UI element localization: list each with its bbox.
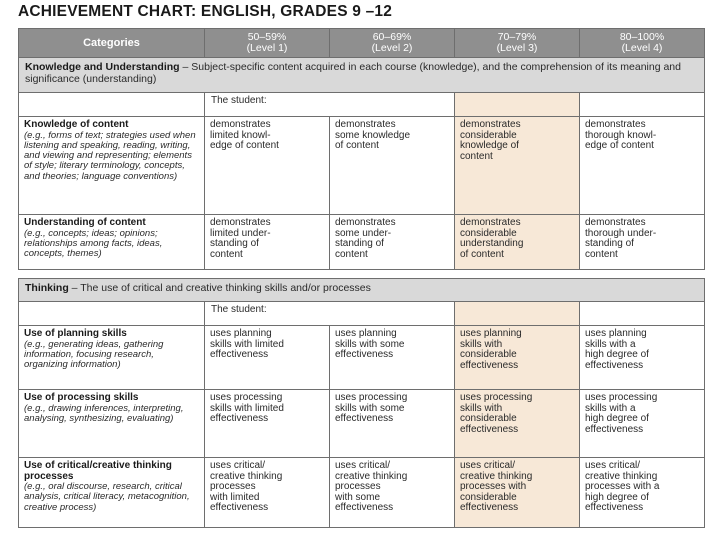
table-row [19,458,705,528]
level-4-cell [580,390,705,458]
level-1-descriptor: uses processing skills with limited effectiveness [210,392,284,425]
criterion-cell [19,390,205,458]
level-2-descriptor: demonstrates some knowledge of content [335,119,411,152]
level-2-range: 60–69% [372,31,412,43]
table-row [19,215,705,270]
level-3-cell [455,326,580,390]
level-2-descriptor: demonstrates some under- standing of content [335,217,396,260]
section-gap [19,270,705,279]
achievement-table [18,28,705,528]
criterion-examples: (e.g., concepts; ideas; opinions; relationships among facts, ideas, concepts, themes) [24,227,163,260]
student-label: The student: [205,302,455,326]
level-4-cell [580,326,705,390]
level-2-header [330,29,455,58]
level-3-descriptor: demonstrates considerable understanding of content [460,217,524,260]
level-3-descriptor: demonstrates considerable knowledge of content [460,119,521,162]
criterion-cell [19,458,205,528]
criterion-cell [19,117,205,215]
criterion-examples: (e.g., forms of text; strategies used when listening and speaking, reading, writing, and viewing and representing; elements of style; literary terminology, concepts, and theories; language conventions) [24,129,196,182]
criterion-cell [19,215,205,270]
criterion-examples: (e.g., oral discourse, research, critical analysis, critical literacy, metacognition, creative process) [24,481,190,513]
student-label: The student: [205,93,455,117]
level-3-descriptor: uses critical/ creative thinking processes with considerable effectiveness [460,460,533,514]
section-title: Knowledge and Understanding [25,61,180,73]
section-header-cell [19,58,705,93]
level-1-header [205,29,330,58]
level-4-descriptor: demonstrates thorough knowl- edge of content [585,119,657,152]
level-3-cell [455,390,580,458]
level-4-cell [580,117,705,215]
level-3-header [455,29,580,58]
criterion-name: Knowledge of content [24,119,129,130]
level-1-label: (Level 1) [246,42,288,54]
categories-header: Categories [19,29,205,58]
level-1-cell [205,390,330,458]
level-3-descriptor: uses planning skills with considerable effectiveness [460,328,522,371]
level-2-descriptor: uses critical/ creative thinking processes with some effectiveness [335,460,408,514]
level-4-label: (Level 4) [621,42,663,54]
level-4-header [580,29,705,58]
level-3-descriptor: uses processing skills with considerable effectiveness [460,392,533,435]
criterion-examples: (e.g., generating ideas, gathering information, focusing research, organizing information) [24,338,164,371]
section-header-cell [19,279,705,302]
level-2-descriptor: uses processing skills with some effectiveness [335,392,408,425]
student-row [19,302,705,326]
level-4-cell [580,458,705,528]
level-4-descriptor: uses planning skills with a high degree of effectiveness [585,328,649,371]
level-1-descriptor: demonstrates limited knowl- edge of content [210,119,279,152]
level-2-cell [330,326,455,390]
header-row [19,29,705,58]
criterion-name: Use of processing skills [24,392,139,403]
level-4-descriptor: uses processing skills with a high degree of effectiveness [585,392,658,435]
level-3-cell [455,458,580,528]
criterion-name: Use of planning skills [24,328,127,339]
level-1-cell [205,458,330,528]
criterion-name: Use of critical/creative thinking processes [24,460,172,482]
level-3-label: (Level 3) [496,42,538,54]
level-1-descriptor: demonstrates limited under- standing of content [210,217,271,260]
level-2-cell [330,458,455,528]
section-description: – The use of critical and creative thinking skills and/or processes [71,282,371,294]
level-3-cell [455,215,580,270]
section-title: Thinking [25,282,69,294]
chart-title: ACHIEVEMENT CHART: ENGLISH, GRADES 9 –12 [18,3,393,20]
section-description: – Subject-specific content acquired in each course (knowledge), and the comprehension of its meaning and significance (understanding) [25,61,681,85]
level-2-cell [330,215,455,270]
table-row [19,326,705,390]
level-3-range: 70–79% [497,31,537,43]
table-row [19,390,705,458]
section-header-thinking [19,279,705,302]
student-row [19,93,705,117]
level-4-range: 80–100% [619,31,665,43]
level-4-descriptor: uses critical/ creative thinking processes with a high degree of effectiveness [585,460,660,514]
table-row [19,117,705,215]
level-4-cell [580,215,705,270]
criterion-cell [19,326,205,390]
level-2-cell [330,117,455,215]
level-1-range: 50–59% [247,31,287,43]
level-1-cell [205,215,330,270]
level-1-descriptor: uses planning skills with limited effectiveness [210,328,284,361]
level-1-descriptor: uses critical/ creative thinking processes with limited effectiveness [210,460,283,514]
level-2-cell [330,390,455,458]
criterion-name: Understanding of content [24,217,146,228]
level-2-descriptor: uses planning skills with some effectiveness [335,328,405,361]
level-3-cell [455,117,580,215]
level-1-cell [205,117,330,215]
section-header-knowledge [19,58,705,93]
level-1-cell [205,326,330,390]
level-4-descriptor: demonstrates thorough under- standing of content [585,217,657,260]
criterion-examples: (e.g., drawing inferences, interpreting, analysing, synthesizing, evaluating) [24,402,184,424]
level-2-label: (Level 2) [371,42,413,54]
